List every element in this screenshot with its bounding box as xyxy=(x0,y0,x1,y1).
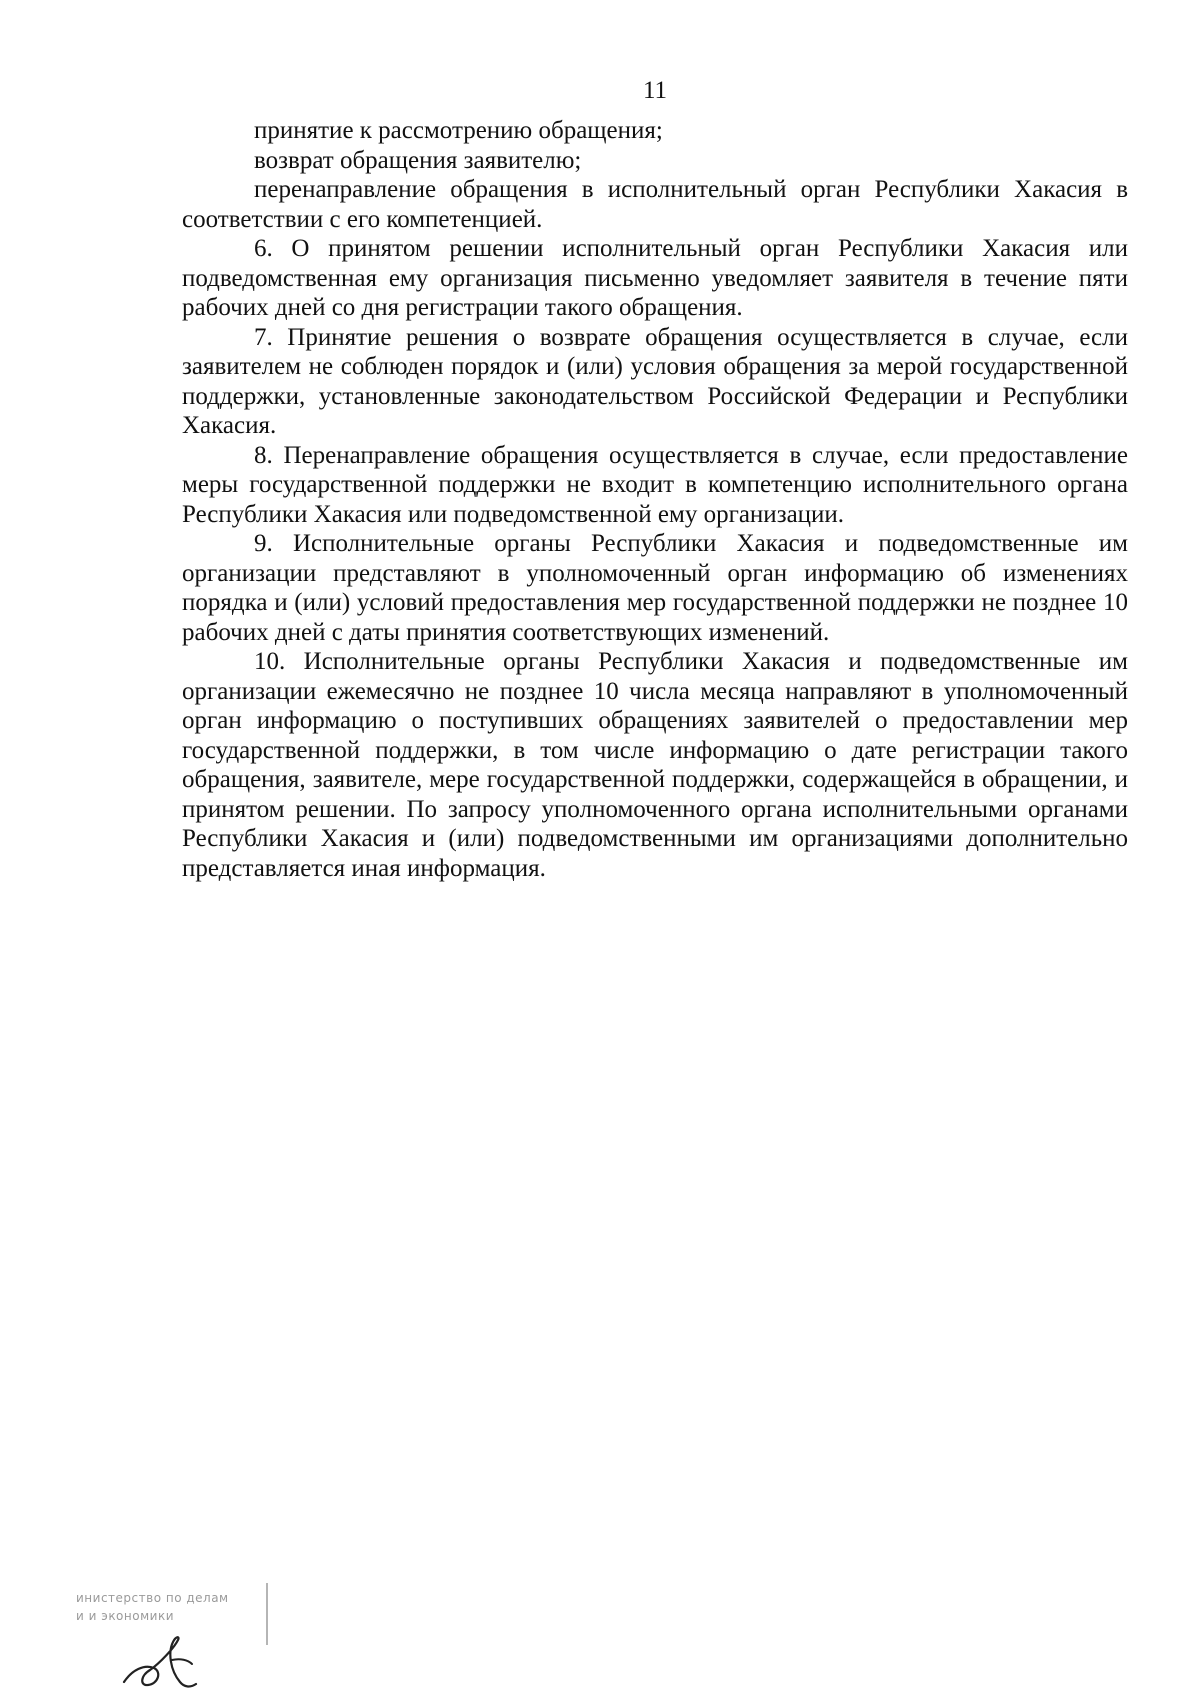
paragraph-4: 6. О принятом решении исполнительный орган Республики Хакасия или подведомственная ему организация письменно уведомляет заявителя в течение пяти рабочих дней со дня регистрации такого обращения. xyxy=(182,235,1128,321)
paragraph-2: возврат обращения заявителю; xyxy=(254,146,582,174)
paragraph-6: 8. Перенаправление обращения осуществляется в случае, если предоставление меры государственной поддержки не входит в компетенцию исполнительного органа Республики Хакасия или подведомственной ему организации. xyxy=(182,441,1128,528)
document-body xyxy=(182,116,1128,883)
paragraph-1: принятие к рассмотрению обращения; xyxy=(254,117,663,144)
paragraph-8: 10. Исполнительные органы Республики Хакасия и подведомственные им организации ежемесячно не позднее 10 числа месяца направляют в уполномоченный орган информацию о поступивших обращениях заявителей о предоставлении мер государственной поддержки, в том числе информацию о дате регистрации такого обращения, заявителе, мере государственной поддержки, содержащейся в обращении, и принятом решении. По запросу уполномоченного органа исполнительными органами Республики Хакасия и (или) подведомственными им организациями дополнительно представляется иная информация. xyxy=(182,648,1128,882)
page-number: 11 xyxy=(642,77,668,104)
paragraph-3: перенаправление обращения в исполнительный орган Республики Хакасия в соответствии с его компетенцией. xyxy=(182,176,1128,233)
signature-icon xyxy=(118,1630,218,1690)
stamp-line-2: и и экономики xyxy=(76,1609,174,1623)
stamp-line-1: инистерство по делам xyxy=(76,1591,229,1605)
paragraph-5: 7. Принятие решения о возврате обращения осуществляется в случае, если заявителем не соблюден порядок и (или) условия обращения за мерой государственной поддержки, установленные законодательством Российской Федерации и Республики Хакасия. xyxy=(182,323,1128,439)
stamp-border xyxy=(266,1583,268,1645)
paragraph-7: 9. Исполнительные органы Республики Хакасия и подведомственные им организации представляют в уполномоченный орган информацию об изменениях порядка и (или) условий предоставления мер государственной поддержки не позднее 10 рабочих дней с даты принятия соответствующих изменений. xyxy=(182,530,1128,646)
